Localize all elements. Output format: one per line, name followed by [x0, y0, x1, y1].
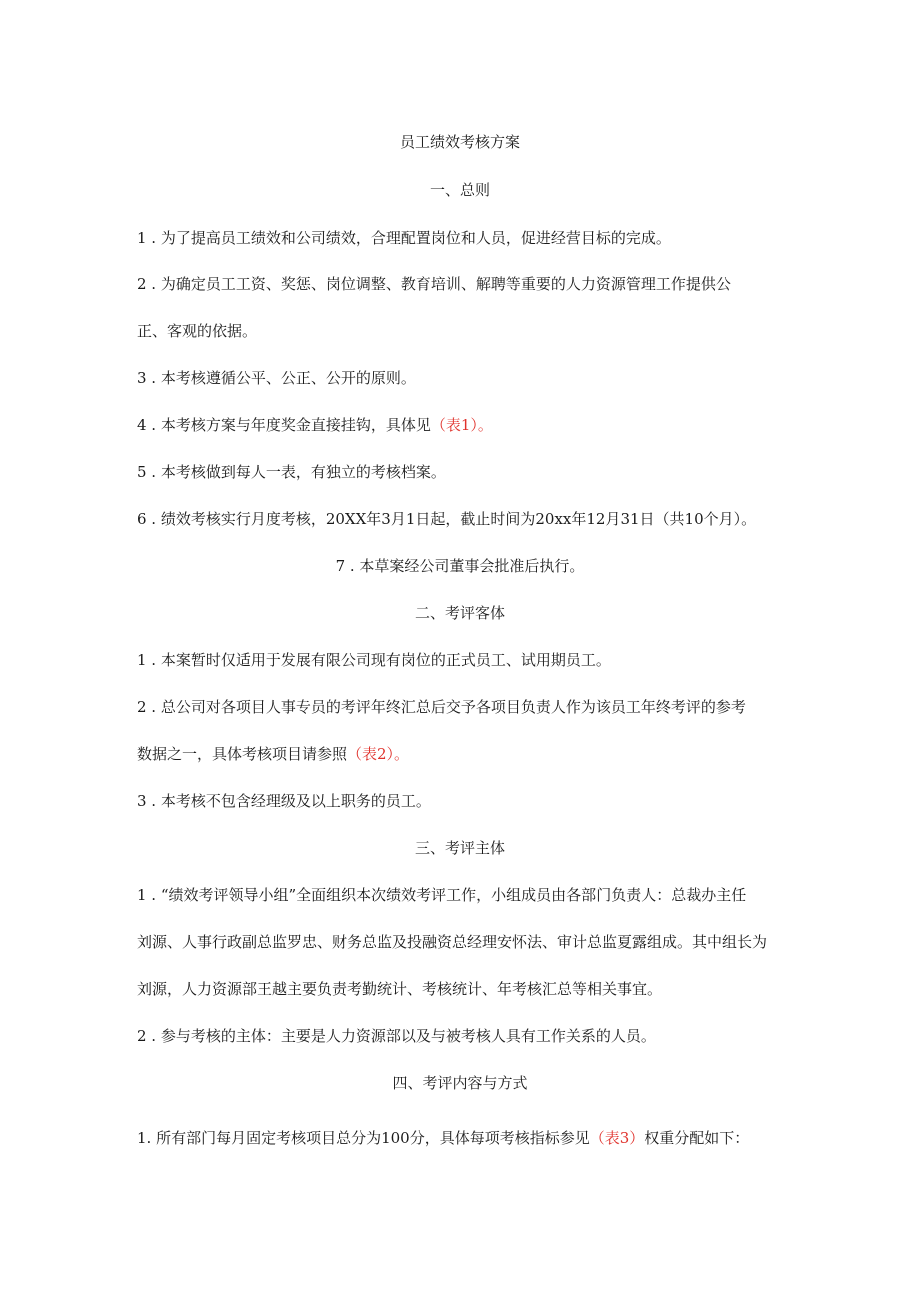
- content-item-1-text: 1. 所有部门每月固定考核项目总分为100分，具体每项考核指标参见: [137, 1129, 590, 1147]
- table-3-reference: （表3）: [589, 1129, 645, 1147]
- section-heading-subject: 三、考评主体: [414, 839, 505, 857]
- section-heading-content: 四、考评内容与方式: [392, 1074, 528, 1092]
- content-item-1-after: 权重分配如下：: [644, 1129, 750, 1147]
- object-item-3: 3 . 本考核不包含经理级及以上职务的员工。: [137, 792, 431, 810]
- general-item-5: 5 . 本考核做到每人一表，有独立的考核档案。: [137, 463, 446, 481]
- document-title: 员工绩效考核方案: [399, 133, 520, 151]
- table-1-reference: （表1）。: [430, 416, 493, 434]
- table-2-reference: （表2）。: [347, 745, 410, 763]
- object-item-2-continued-text: 数据之一，具体考核项目请参照: [137, 745, 348, 763]
- general-item-4: [137, 414, 837, 436]
- subject-item-1-continued: 刘源、人事行政副总监罗忠、财务总监及投融资总经理安怀法、审计总监夏露组成。其中组长为: [137, 933, 768, 951]
- general-item-1: 1 . 为了提高员工绩效和公司绩效，合理配置岗位和人员，促进经营目标的完成。: [137, 229, 671, 247]
- general-item-6: 6 . 绩效考核实行月度考核，20XX年3月1日起，截止时间为20xx年12月31日（共10个月）。: [137, 510, 757, 528]
- object-item-1: 1 . 本案暂时仅适用于发展有限公司现有岗位的正式员工、试用期员工。: [137, 651, 611, 669]
- section-heading-general: 一、总则: [429, 181, 490, 199]
- object-item-2: 2 . 总公司对各项目人事专员的考评年终汇总后交予各项目负责人作为该员工年终考评的参考: [137, 698, 746, 716]
- general-item-7: 7 . 本草案经公司董事会批准后执行。: [335, 557, 585, 575]
- subject-item-1: 1 . “绩效考评领导小组”全面组织本次绩效考评工作，小组成员由各部门负责人：总裁办主任: [137, 886, 747, 904]
- section-heading-object: 二、考评客体: [414, 604, 505, 622]
- subject-item-1-continued-2: 刘源，人力资源部王越主要负责考勤统计、考核统计、年考核汇总等相关事宜。: [137, 980, 663, 998]
- content-item-1: [137, 1127, 837, 1149]
- general-item-2-continued: 正、客观的依据。: [137, 322, 258, 340]
- object-item-2-continued: [137, 743, 837, 765]
- general-item-4-text: 4 . 本考核方案与年度奖金直接挂钩，具体见: [137, 416, 431, 434]
- general-item-2: 2 . 为确定员工工资、奖惩、岗位调整、教育培训、解聘等重要的人力资源管理工作提供公: [137, 275, 731, 293]
- subject-item-2: 2 . 参与考核的主体：主要是人力资源部以及与被考核人具有工作关系的人员。: [137, 1027, 656, 1045]
- general-item-3: 3 . 本考核遵循公平、公正、公开的原则。: [137, 369, 416, 387]
